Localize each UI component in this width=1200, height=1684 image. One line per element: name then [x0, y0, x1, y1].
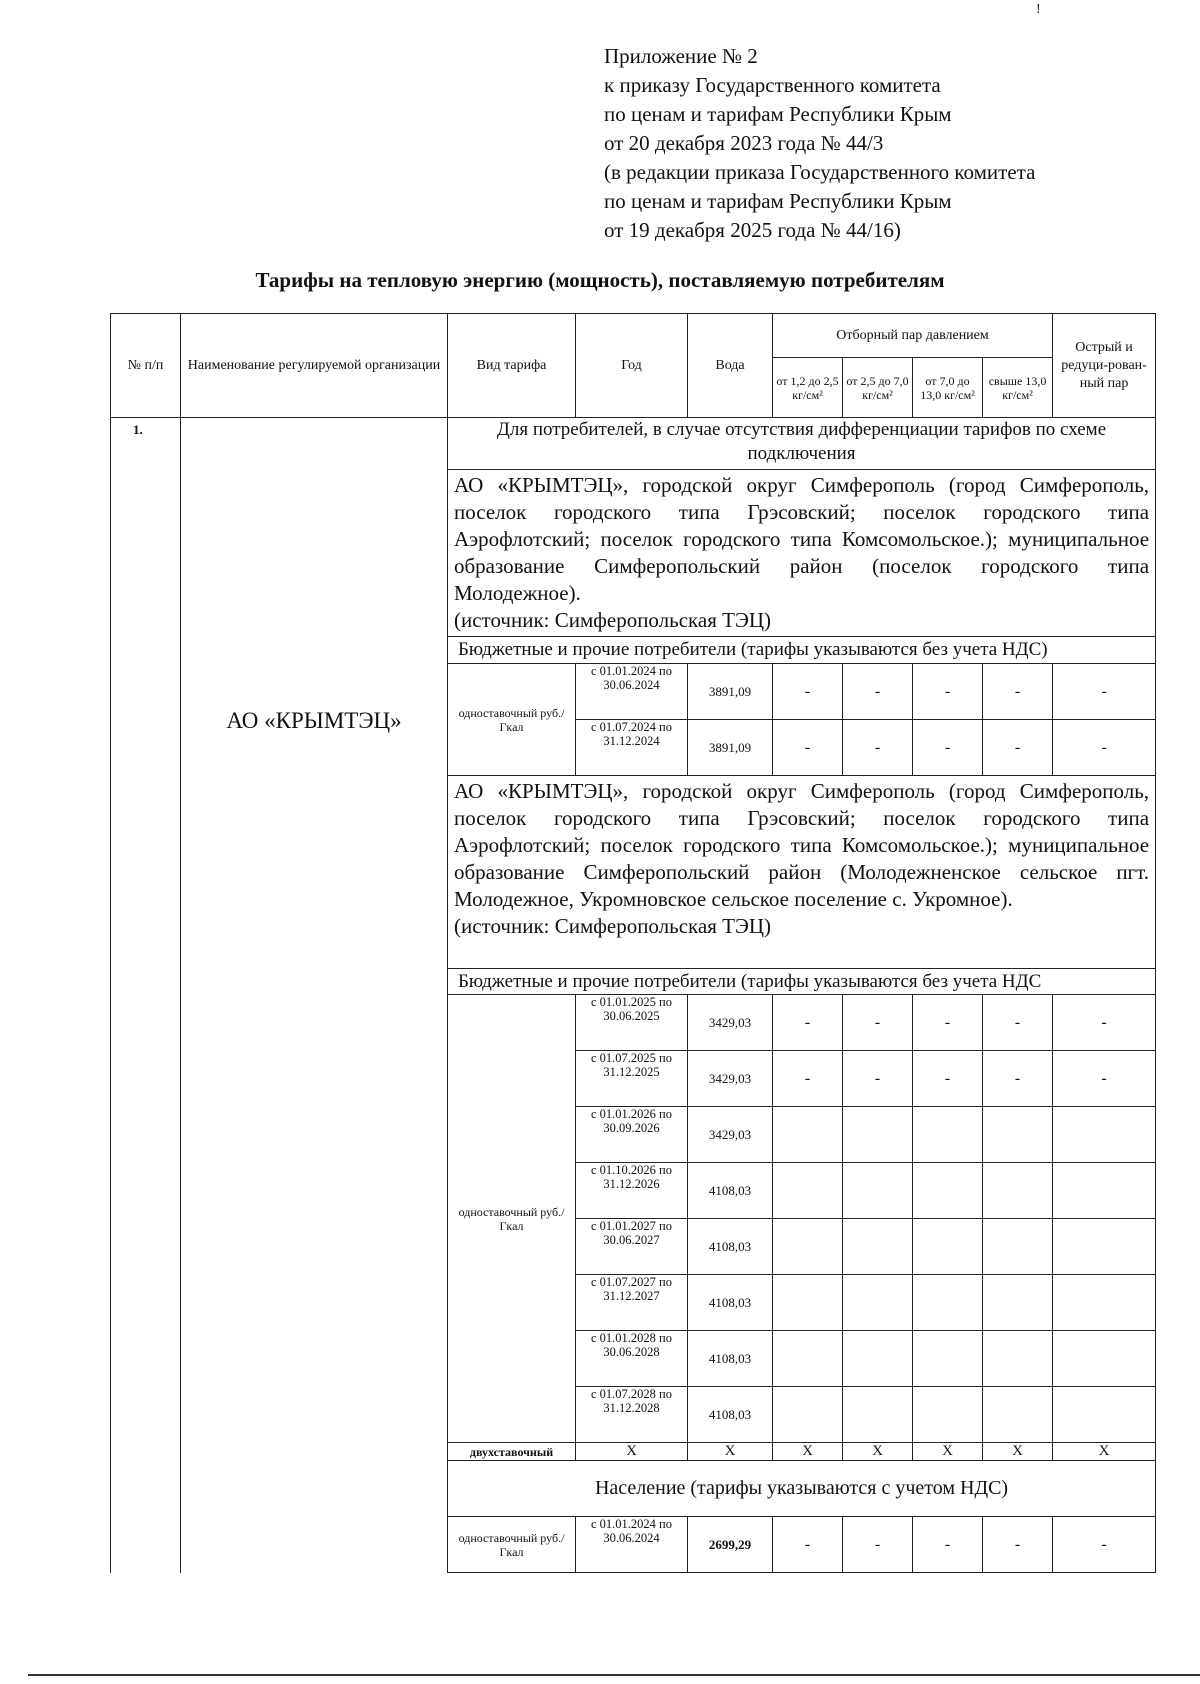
water-value: 4108,03 [688, 1275, 773, 1331]
steam-3-value [913, 1331, 983, 1387]
block2-description [448, 776, 1156, 969]
header-line: от 19 декабря 2025 года № 44/16) [604, 218, 901, 242]
steam-1-value [773, 1275, 843, 1331]
steam-4-value: - [983, 995, 1053, 1051]
population-tariff-type: одноставочный руб./Гкал [448, 1517, 576, 1573]
header-type: Вид тарифа [448, 314, 576, 418]
sharp-steam-value [1053, 1107, 1156, 1163]
two-rate-cell: Х [983, 1443, 1053, 1461]
document-title: Тарифы на тепловую энергию (мощность), поставляемую потребителям [255, 268, 945, 292]
document-header [604, 42, 1035, 245]
steam-3-value: - [913, 995, 983, 1051]
header-num: № п/п [111, 314, 181, 418]
block2-description-text: АО «КРЫМТЭЦ», городской округ Симферополь (город Симферополь, поселок городского типа Грэсовский; поселок городского типа Аэрофлотский; поселок городского типа Комсомольское.); муниципальное образование Симферопольский район (Молодежненское сельское пгт. Молодежное, Укромновское сельское поселение с. Укромное). [454, 779, 1150, 911]
header-line: (в редакции приказа Государственного комитета [604, 160, 1036, 184]
steam-4-value: - [983, 720, 1053, 776]
steam-4-value [983, 1107, 1053, 1163]
steam-2-value [843, 1331, 913, 1387]
period-cell: с 01.07.2025 по 31.12.2025 [576, 1051, 688, 1107]
water-value: 3429,03 [688, 995, 773, 1051]
steam-1-value [773, 1331, 843, 1387]
steam-1-value [773, 1387, 843, 1443]
header-org: Наименование регулируемой организации [181, 314, 448, 418]
steam-3-value: - [913, 720, 983, 776]
water-value: 4108,03 [688, 1219, 773, 1275]
water-value: 4108,03 [688, 1163, 773, 1219]
steam-2-value [843, 1107, 913, 1163]
two-rate-label: двухставочный [448, 1443, 576, 1461]
sharp-steam-value [1053, 1331, 1156, 1387]
steam-3-value [913, 1163, 983, 1219]
period-cell: с 01.07.2028 по 31.12.2028 [576, 1387, 688, 1443]
water-value: 4108,03 [688, 1387, 773, 1443]
two-rate-cell: Х [576, 1443, 688, 1461]
period-cell: с 01.01.2024 по 30.06.2024 [576, 664, 688, 720]
steam-4-value: - [983, 1517, 1053, 1573]
row-number: 1. [111, 418, 181, 1573]
steam-4-value: - [983, 1051, 1053, 1107]
steam-3-value [913, 1387, 983, 1443]
header-steam-1: от 1,2 до 2,5 кг/см² [773, 358, 843, 418]
steam-2-value: - [843, 995, 913, 1051]
sharp-steam-value [1053, 1275, 1156, 1331]
steam-1-value [773, 1219, 843, 1275]
steam-3-value: - [913, 1517, 983, 1573]
sharp-steam-value: - [1053, 1517, 1156, 1573]
steam-4-value [983, 1219, 1053, 1275]
organization-name [181, 418, 448, 1573]
two-rate-cell: Х [843, 1443, 913, 1461]
block1-description [448, 470, 1156, 637]
two-rate-cell: Х [773, 1443, 843, 1461]
section-all-consumers: Для потребителей, в случае отсутствия дифференциации тарифов по схеме подключения [448, 418, 1156, 470]
block1-subheader: Бюджетные и прочие потребители (тарифы указываются без учета НДС) [448, 637, 1156, 664]
sharp-steam-value: - [1053, 995, 1156, 1051]
steam-2-value: - [843, 664, 913, 720]
tariff-table [110, 313, 1156, 1573]
header-year: Год [576, 314, 688, 418]
steam-1-value: - [773, 995, 843, 1051]
period-cell: с 01.01.2027 по 30.06.2027 [576, 1219, 688, 1275]
header-steam-3: от 7,0 до 13,0 кг/см² [913, 358, 983, 418]
steam-3-value [913, 1107, 983, 1163]
steam-4-value [983, 1387, 1053, 1443]
period-cell: с 01.01.2025 по 30.06.2025 [576, 995, 688, 1051]
steam-1-value [773, 1163, 843, 1219]
steam-3-value [913, 1219, 983, 1275]
block1-description-text: АО «КРЫМТЭЦ», городской округ Симферополь (город Симферополь, поселок городского типа Грэсовский; поселок городского типа Аэрофлотский; поселок городского типа Комсомольское.); муниципальное образование Симферопольский район (поселок городского типа Молодежное). [454, 473, 1150, 605]
sharp-steam-value [1053, 1219, 1156, 1275]
header-line: Приложение № 2 [604, 44, 758, 68]
header-line: по ценам и тарифам Республики Крым [604, 189, 952, 213]
steam-4-value [983, 1275, 1053, 1331]
period-cell: с 01.01.2026 по 30.09.2026 [576, 1107, 688, 1163]
steam-2-value: - [843, 1517, 913, 1573]
block1-tariff-type: одноставочный руб./Гкал [448, 664, 576, 776]
sharp-steam-value [1053, 1163, 1156, 1219]
block2-source: (источник: Симферопольская ТЭЦ) [454, 914, 771, 938]
steam-2-value [843, 1219, 913, 1275]
steam-4-value [983, 1331, 1053, 1387]
two-rate-cell: Х [688, 1443, 773, 1461]
steam-2-value: - [843, 720, 913, 776]
steam-2-value [843, 1275, 913, 1331]
steam-1-value: - [773, 1517, 843, 1573]
sharp-steam-value: - [1053, 720, 1156, 776]
block2-subheader: Бюджетные и прочие потребители (тарифы указываются без учета НДС [448, 969, 1156, 995]
organization-name-text: АО «КРЫМТЭЦ» [226, 708, 402, 733]
block1-source: (источник: Симферопольская ТЭЦ) [454, 608, 771, 632]
header-water: Вода [688, 314, 773, 418]
period-cell: с 01.07.2027 по 31.12.2027 [576, 1275, 688, 1331]
header-steam-4: свыше 13,0 кг/см² [983, 358, 1053, 418]
steam-1-value: - [773, 664, 843, 720]
page-bottom-rule [28, 1674, 1200, 1676]
sharp-steam-value: - [1053, 664, 1156, 720]
period-cell: с 01.07.2024 по 31.12.2024 [576, 720, 688, 776]
two-rate-cell: Х [913, 1443, 983, 1461]
header-steam-2: от 2,5 до 7,0 кг/см² [843, 358, 913, 418]
period-cell: с 01.10.2026 по 31.12.2026 [576, 1163, 688, 1219]
period-cell: с 01.01.2028 по 30.06.2028 [576, 1331, 688, 1387]
water-value: 2699,29 [688, 1517, 773, 1573]
steam-2-value [843, 1387, 913, 1443]
steam-1-value: - [773, 720, 843, 776]
corner-mark: ! [1036, 2, 1041, 17]
header-line: к приказу Государственного комитета [604, 73, 941, 97]
water-value: 3429,03 [688, 1051, 773, 1107]
sharp-steam-value [1053, 1387, 1156, 1443]
water-value: 3891,09 [688, 720, 773, 776]
steam-3-value: - [913, 664, 983, 720]
two-rate-cell: Х [1053, 1443, 1156, 1461]
water-value: 3429,03 [688, 1107, 773, 1163]
header-line: по ценам и тарифам Республики Крым [604, 102, 952, 126]
header-steam-group: Отборный пар давлением [773, 314, 1053, 358]
steam-4-value: - [983, 664, 1053, 720]
block2-tariff-type: одноставочный руб./Гкал [448, 995, 576, 1443]
period-cell: с 01.01.2024 по 30.06.2024 [576, 1517, 688, 1573]
steam-1-value: - [773, 1051, 843, 1107]
steam-2-value [843, 1163, 913, 1219]
steam-4-value [983, 1163, 1053, 1219]
steam-1-value [773, 1107, 843, 1163]
steam-2-value: - [843, 1051, 913, 1107]
steam-3-value [913, 1275, 983, 1331]
population-subheader: Население (тарифы указываются с учетом НДС) [448, 1461, 1156, 1517]
water-value: 4108,03 [688, 1331, 773, 1387]
water-value: 3891,09 [688, 664, 773, 720]
steam-3-value: - [913, 1051, 983, 1107]
header-sharp-steam: Острый и редуци-рован-ный пар [1053, 314, 1156, 418]
sharp-steam-value: - [1053, 1051, 1156, 1107]
header-line: от 20 декабря 2023 года № 44/3 [604, 131, 884, 155]
